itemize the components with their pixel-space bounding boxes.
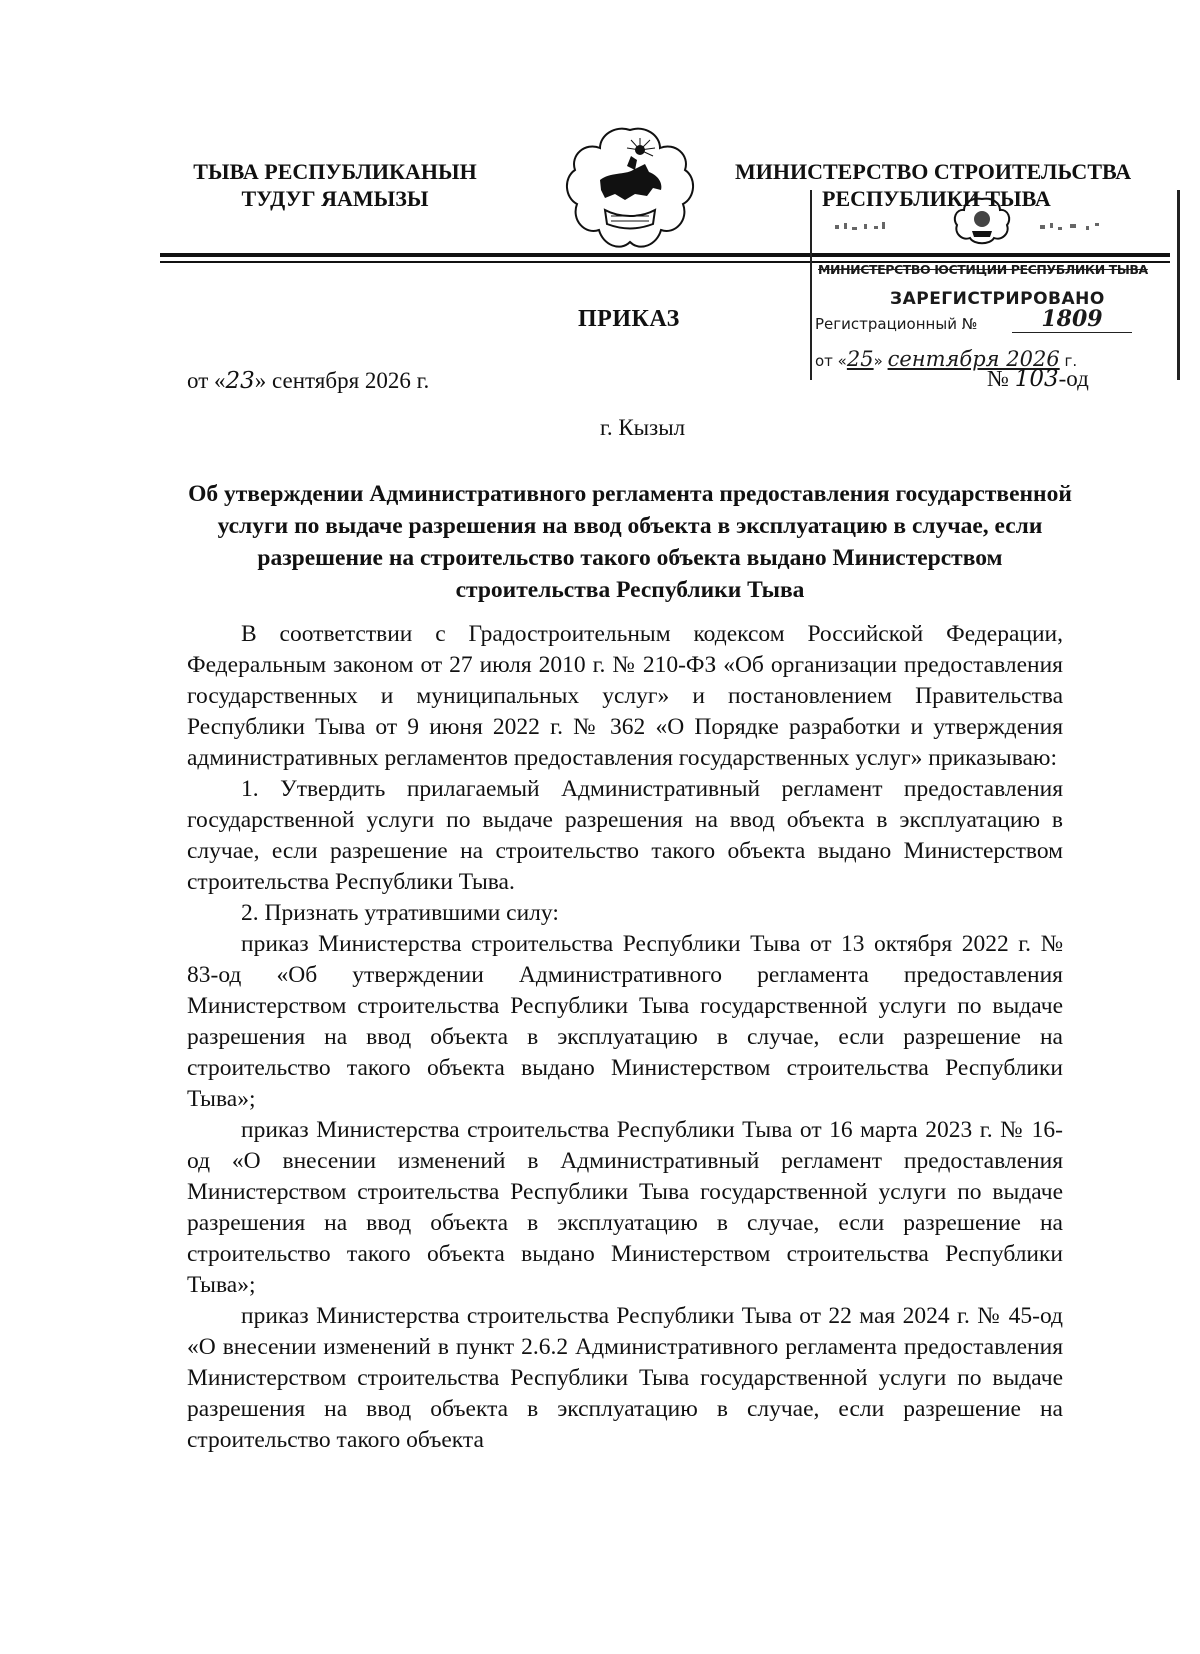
body-paragraph-order-2: приказ Министерства строительства Республики Тыва от 16 марта 2023 г. № 16-од «О внесении изменений в Административный регламент предоставления Министерством строительства Республики Тыва государственной услуги по выдаче разрешения на ввод объекта в эксплуатацию в случае, если разрешение на строительство такого объекта выдано Министерством строительства Республики Тыва»; xyxy=(187,1117,1063,1298)
header-left-line1: ТЫВА РЕСПУБЛИКАНЫН xyxy=(193,159,477,184)
date-prefix: от « xyxy=(187,368,226,393)
header-right-line1: МИНИСТЕРСТВО СТРОИТЕЛЬСТВА xyxy=(735,159,1132,184)
stamp-reg-number: 1809 xyxy=(1012,306,1132,333)
body-paragraph-item-2: 2. Признать утратившими силу: xyxy=(241,900,559,926)
stamp-registered: ЗАРЕГИСТРИРОВАНО xyxy=(890,289,1105,309)
date-day: 23 xyxy=(225,368,255,394)
tuva-coat-of-arms-icon xyxy=(565,120,695,260)
date-suffix: » сентября 2026 г. xyxy=(254,368,430,393)
stamp-date-month: сентября 2026 xyxy=(887,347,1060,371)
header-right-line2: РЕСПУБЛИКИ ТЫВА xyxy=(822,186,1051,211)
stamp-ministry: МИНИСТЕРСТВО ЮСТИЦИИ РЕСПУБЛИКИ ТЫВА xyxy=(818,262,1148,277)
stamp-noise xyxy=(830,215,1130,250)
body-paragraph-item-1: 1. Утвердить прилагаемый Административный регламент предоставления государственной услуги по выдаче разрешения на ввод объекта в эксплуатацию в случае, если разрешение на строительство такого объекта выдано Министерством строительства Республики Тыва. xyxy=(187,776,1063,895)
stamp-date-prefix: от « xyxy=(815,352,847,370)
stamp-date-suffix: г. xyxy=(1064,352,1078,370)
stamp-reg-label: Регистрационный № xyxy=(815,315,978,333)
document-date xyxy=(187,368,429,394)
body-paragraph-order-1: приказ Министерства строительства Республики Тыва от 13 октября 2022 г. № 83-од «Об утверждении Административного регламента предоставления Министерством строительства Республики Тыва государственной услуги по выдаче разрешения на ввод объекта в эксплуатацию в случае, если разрешение на строительство такого объекта выдано Министерством строительства Республики Тыва»; xyxy=(187,931,1063,1112)
body-paragraph-order-3: приказ Министерства строительства Республики Тыва от 22 мая 2024 г. № 45-од «О внесении изменений в пункт 2.6.2 Административного регламента предоставления Министерством строительства Республики Тыва государственной услуги по выдаче разрешения на ввод объекта в эксплуатацию в случае, если разрешение на строительство такого объекта xyxy=(187,1303,1063,1453)
document-type: ПРИКАЗ xyxy=(578,306,680,332)
number-suffix: -од xyxy=(1058,366,1089,391)
document-body xyxy=(187,619,1063,1456)
header-left-line2: ТУДУГ ЯАМЫЗЫ xyxy=(241,186,429,211)
header-left xyxy=(170,158,500,212)
number-prefix: № xyxy=(987,366,1009,391)
number-value: 103 xyxy=(1014,366,1059,392)
document-city: г. Кызыл xyxy=(600,415,686,440)
stamp-date-mid: » xyxy=(873,352,883,370)
body-paragraph-preamble: В соответствии с Градостроительным кодексом Российской Федерации, Федеральным законом от 27 июля 2010 г. № 210-ФЗ «Об организации предоставления государственных и муниципальных услуг» и постановлением Правительства Республики Тыва от 9 июня 2022 г. № 362 «О Порядке разработки и утверждения административных регламентов предоставления государственных услуг» приказываю: xyxy=(187,621,1063,771)
document-title: Об утверждении Административного регламента предоставления государственной услуги по выдаче разрешения на ввод объекта в эксплуатацию в случае, если разрешение на строительство такого объекта выдано Министерством строительства Республики Тыва xyxy=(188,481,1072,603)
document-number xyxy=(987,366,1089,392)
stamp-date-day: 25 xyxy=(846,347,874,371)
